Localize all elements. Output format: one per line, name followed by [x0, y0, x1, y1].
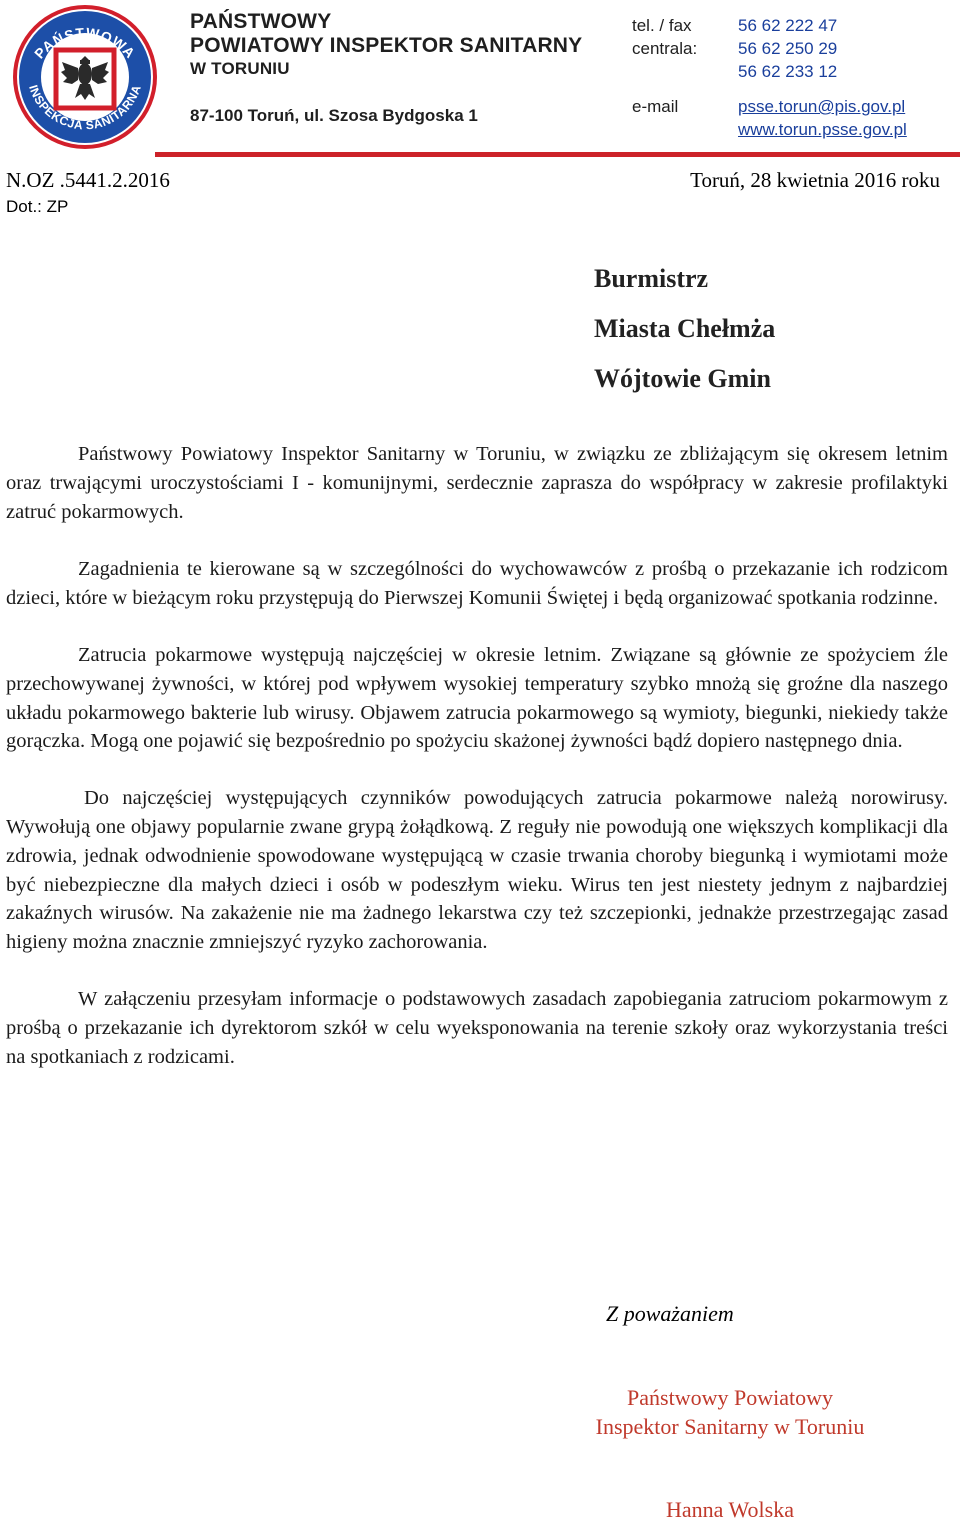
body-paragraph: Zagadnienia te kierowane są w szczególności do wychowawców z prośbą o przekazanie ich rodzicom dzieci, które w bieżącym roku przystępują do Pierwszej Komunii Świętej i będą organizować spotkania rodzinne.	[6, 558, 948, 610]
contact-labels	[632, 14, 697, 118]
signatory-title-line-1: Państwowy Powiatowy	[627, 1385, 833, 1410]
svg-text:PAŃSTWOWA: PAŃSTWOWA	[31, 24, 139, 62]
place-and-date: Toruń, 28 kwietnia 2016 roku	[690, 168, 940, 192]
addressee-line-3: Wójtowie Gmin	[594, 364, 771, 393]
body-paragraph: Państwowy Powiatowy Inspektor Sanitarny w Toruniu, w związku ze zbliżającym się okresem letnim oraz trwającymi uroczystościami I - komunijnymi, serdecznie zaprasza do współpracy w zakresie profilaktyki zatruć pokarmowych.	[6, 443, 948, 523]
website-link[interactable]: www.torun.psse.gov.pl	[738, 120, 907, 139]
contact-label-email: e-mail	[632, 97, 679, 116]
header-divider	[155, 152, 960, 157]
org-line-1: PAŃSTWOWY	[190, 10, 332, 33]
organization-address: 87-100 Toruń, ul. Szosa Bydgoska 1	[190, 106, 478, 125]
body-paragraph: Zatrucia pokarmowe występują najczęściej w okresie letnim. Związane są głównie ze spożyciem źle przechowywanej żywności, w której pod wpływem wysokiej temperatury szybko mnożą się groźne dla naszego układu pokarmowego bakterie lub wirusy. Objawem zatrucia pokarmowego są wymioty, biegunki, niekiedy także gorączka. Mogą one pojawić się bezpośrednio po spożyciu skażonej żywności bądź dopiero następnego dnia.	[6, 643, 948, 753]
addressee-line-1: Burmistrz	[594, 264, 709, 293]
reference-number: N.OZ .5441.2.2016	[6, 168, 170, 192]
closing-salutation: Z poważaniem	[606, 1301, 734, 1326]
contact-label-blank	[632, 60, 697, 83]
contact-label-switchboard: centrala:	[632, 39, 698, 58]
addressee	[594, 262, 775, 412]
body-paragraph: W załączeniu przesyłam informacje o podstawowych zasadach zapobiegania zatruciom pokarmowym z prośbą o przekazanie ich dyrektorom szkół w celu wyeksponowania na terenie szkoły oraz wykorzystania treści na spotkaniach z rodzicami.	[6, 987, 948, 1068]
switchboard-number-2: 56 62 233 12	[738, 62, 838, 81]
signatory-title	[560, 1383, 900, 1441]
signatory-title-line-2: Inspektor Sanitarny w Toruniu	[595, 1414, 865, 1439]
letterhead	[0, 0, 960, 162]
org-line-3: W TORUNIU	[190, 59, 290, 78]
body-paragraph: Do najczęściej występujących czynników powodujących zatrucia pokarmowe należą norowirusy. Wywołują one objawy popularnie zwane grypą żołądkową. Z reguły nie powodują one większych komplikacji dla zdrowia, jednak odwodnienie spowodowane występującą w czasie trwania choroby biegunką i wymiotami może być niebezpieczne dla małych dzieci i osób w podeszłym wieku. Wirus ten jest niestety jednym z najbardziej zakaźnych wirusów. Na zakażenie nie ma żadnego lekarstwa czy też szczepionki, jednakże przestrzegając zasad higieny można znacznie zmniejszyć ryzyko zachorowania.	[6, 787, 948, 954]
signatory-name: Hanna Wolska	[666, 1497, 794, 1522]
svg-text:INSPEKCJA SANITARNA: INSPEKCJA SANITARNA	[26, 82, 144, 133]
org-line-2: POWIATOWY INSPEKTOR SANITARNY	[190, 34, 583, 57]
subject-line: Dot.: ZP	[6, 197, 69, 216]
switchboard-number-1: 56 62 250 29	[738, 39, 838, 58]
addressee-line-2: Miasta Chełmża	[594, 314, 776, 343]
sanitary-inspection-logo	[10, 0, 160, 150]
phone-fax-number: 56 62 222 47	[738, 16, 838, 35]
contact-label-phone-fax: tel. / fax	[632, 16, 692, 35]
letter-body	[6, 440, 948, 1099]
email-link[interactable]: psse.torun@pis.gov.pl	[738, 97, 906, 116]
organization-name	[190, 10, 582, 80]
contact-values	[738, 14, 907, 141]
white-eagle-icon	[10, 0, 160, 150]
